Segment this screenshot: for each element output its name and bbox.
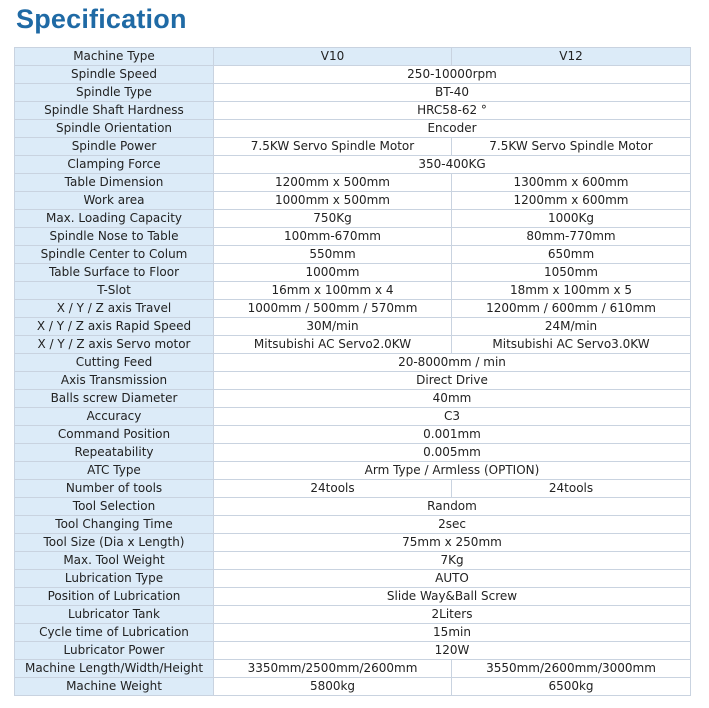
row-value-v10: 550mm (214, 246, 452, 264)
specification-table (14, 47, 691, 696)
table-row (15, 120, 691, 138)
row-value-v12: 24tools (452, 480, 691, 498)
row-value-v10: 3350mm/2500mm/2600mm (214, 660, 452, 678)
row-label: Lubricator Power (15, 642, 214, 660)
header-v12: V12 (452, 48, 691, 66)
row-value-shared: Arm Type / Armless (OPTION) (214, 462, 691, 480)
table-row (15, 246, 691, 264)
header-label: Machine Type (15, 48, 214, 66)
row-value-v10: 24tools (214, 480, 452, 498)
row-value-shared: 0.005mm (214, 444, 691, 462)
row-value-shared: 2Liters (214, 606, 691, 624)
row-value-shared: Encoder (214, 120, 691, 138)
row-label: Number of tools (15, 480, 214, 498)
row-value-shared: 15min (214, 624, 691, 642)
row-value-v12: Mitsubishi AC Servo3.0KW (452, 336, 691, 354)
row-label: Machine Length/Width/Height (15, 660, 214, 678)
row-label: Balls screw Diameter (15, 390, 214, 408)
row-label: Table Dimension (15, 174, 214, 192)
row-value-shared: 7Kg (214, 552, 691, 570)
row-value-shared: 2sec (214, 516, 691, 534)
table-row (15, 66, 691, 84)
table-row (15, 318, 691, 336)
table-row (15, 498, 691, 516)
table-row (15, 138, 691, 156)
row-value-v12: 18mm x 100mm x 5 (452, 282, 691, 300)
row-value-shared: 75mm x 250mm (214, 534, 691, 552)
table-row (15, 678, 691, 696)
table-row (15, 426, 691, 444)
table-row (15, 516, 691, 534)
row-label: Cutting Feed (15, 354, 214, 372)
row-value-v12: 1200mm x 600mm (452, 192, 691, 210)
row-value-shared: Slide Way&Ball Screw (214, 588, 691, 606)
row-value-shared: 0.001mm (214, 426, 691, 444)
row-label: X / Y / Z axis Travel (15, 300, 214, 318)
row-label: ATC Type (15, 462, 214, 480)
row-label: Lubricator Tank (15, 606, 214, 624)
row-value-shared: 350-400KG (214, 156, 691, 174)
row-value-v12: 1050mm (452, 264, 691, 282)
row-value-v10: 1000mm (214, 264, 452, 282)
row-value-v12: 3550mm/2600mm/3000mm (452, 660, 691, 678)
row-value-shared: C3 (214, 408, 691, 426)
row-label: Spindle Nose to Table (15, 228, 214, 246)
row-label: Spindle Power (15, 138, 214, 156)
row-value-shared: Direct Drive (214, 372, 691, 390)
row-label: Work area (15, 192, 214, 210)
row-label: Position of Lubrication (15, 588, 214, 606)
table-row (15, 300, 691, 318)
row-value-v10: 1000mm / 500mm / 570mm (214, 300, 452, 318)
table-row (15, 408, 691, 426)
row-value-shared: 40mm (214, 390, 691, 408)
row-value-v12: 7.5KW Servo Spindle Motor (452, 138, 691, 156)
row-value-v12: 80mm-770mm (452, 228, 691, 246)
table-row (15, 480, 691, 498)
row-value-v10: 750Kg (214, 210, 452, 228)
row-value-v12: 6500kg (452, 678, 691, 696)
row-label: Lubrication Type (15, 570, 214, 588)
row-label: X / Y / Z axis Rapid Speed (15, 318, 214, 336)
row-label: Tool Changing Time (15, 516, 214, 534)
row-value-shared: BT-40 (214, 84, 691, 102)
page-title: Specification (16, 4, 187, 34)
row-label: Max. Loading Capacity (15, 210, 214, 228)
table-row (15, 552, 691, 570)
row-label: Cycle time of Lubrication (15, 624, 214, 642)
row-value-v10: 5800kg (214, 678, 452, 696)
table-row (15, 570, 691, 588)
table-row (15, 390, 691, 408)
table-row (15, 624, 691, 642)
row-value-v10: 1000mm x 500mm (214, 192, 452, 210)
row-label: Command Position (15, 426, 214, 444)
row-label: Spindle Speed (15, 66, 214, 84)
header-v10: V10 (214, 48, 452, 66)
row-value-shared: Random (214, 498, 691, 516)
row-label: Spindle Type (15, 84, 214, 102)
row-label: Spindle Orientation (15, 120, 214, 138)
table-row (15, 534, 691, 552)
row-label: Table Surface to Floor (15, 264, 214, 282)
row-value-v10: Mitsubishi AC Servo2.0KW (214, 336, 452, 354)
row-value-v12: 650mm (452, 246, 691, 264)
row-value-shared: 250-10000rpm (214, 66, 691, 84)
table-row (15, 156, 691, 174)
row-label: Max. Tool Weight (15, 552, 214, 570)
row-label: X / Y / Z axis Servo motor (15, 336, 214, 354)
table-row (15, 192, 691, 210)
table-row (15, 174, 691, 192)
row-value-shared: AUTO (214, 570, 691, 588)
row-value-v10: 30M/min (214, 318, 452, 336)
row-label: Tool Size (Dia x Length) (15, 534, 214, 552)
row-label: T-Slot (15, 282, 214, 300)
row-label: Spindle Center to Colum (15, 246, 214, 264)
table-row (15, 462, 691, 480)
row-label: Clamping Force (15, 156, 214, 174)
row-label: Accuracy (15, 408, 214, 426)
table-row (15, 102, 691, 120)
table-header-row (15, 48, 691, 66)
table-row (15, 210, 691, 228)
row-value-v12: 1000Kg (452, 210, 691, 228)
row-label: Tool Selection (15, 498, 214, 516)
row-label: Machine Weight (15, 678, 214, 696)
table-row (15, 228, 691, 246)
row-value-v12: 1300mm x 600mm (452, 174, 691, 192)
table-row (15, 354, 691, 372)
table-row (15, 372, 691, 390)
table-row (15, 660, 691, 678)
row-label: Spindle Shaft Hardness (15, 102, 214, 120)
row-value-v10: 100mm-670mm (214, 228, 452, 246)
row-value-v10: 16mm x 100mm x 4 (214, 282, 452, 300)
row-label: Repeatability (15, 444, 214, 462)
table-row (15, 264, 691, 282)
row-value-shared: 120W (214, 642, 691, 660)
table-row (15, 84, 691, 102)
row-value-v10: 1200mm x 500mm (214, 174, 452, 192)
row-value-v12: 24M/min (452, 318, 691, 336)
row-label: Axis Transmission (15, 372, 214, 390)
table-row (15, 282, 691, 300)
table-row (15, 606, 691, 624)
table-row (15, 642, 691, 660)
row-value-v10: 7.5KW Servo Spindle Motor (214, 138, 452, 156)
table-row (15, 336, 691, 354)
row-value-v12: 1200mm / 600mm / 610mm (452, 300, 691, 318)
row-value-shared: 20-8000mm / min (214, 354, 691, 372)
table-row (15, 444, 691, 462)
row-value-shared: HRC58-62 ° (214, 102, 691, 120)
table-row (15, 588, 691, 606)
